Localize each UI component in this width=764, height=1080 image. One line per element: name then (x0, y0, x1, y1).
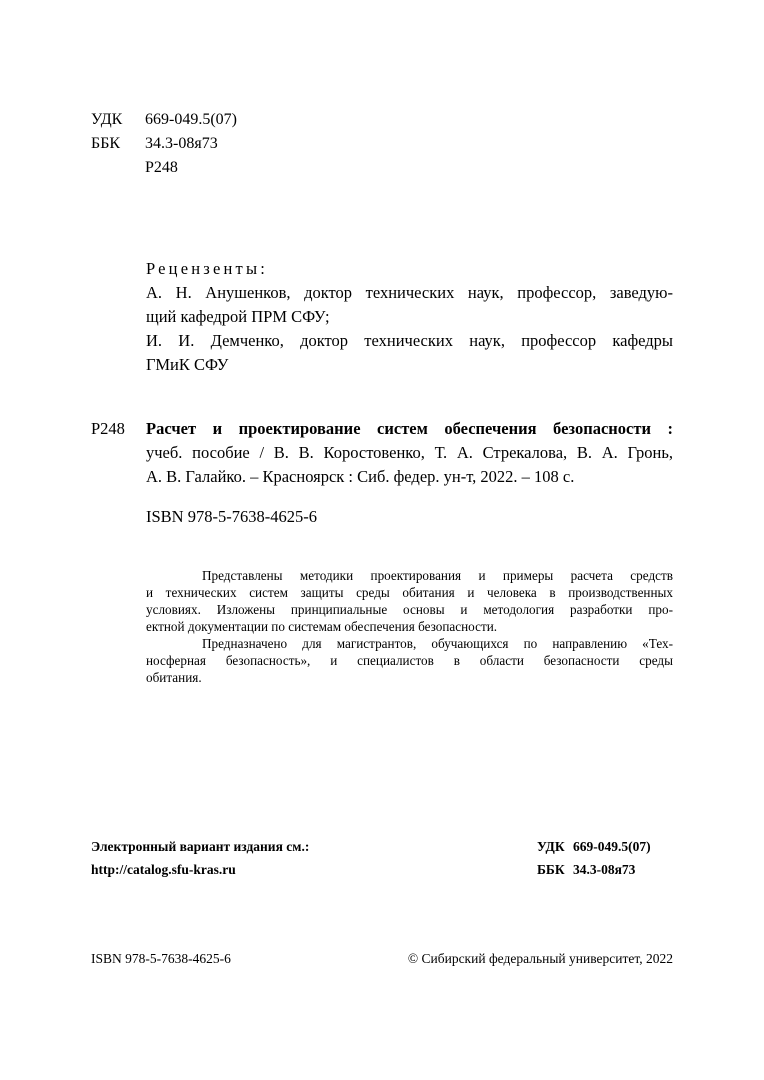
catalog-link[interactable]: http://catalog.sfu-kras.ru (91, 862, 236, 877)
annotation-line: и технических систем защиты среды обитания и человека в производственных (146, 585, 673, 600)
electronic-codes (537, 835, 651, 881)
bbk-label: ББК (537, 862, 565, 877)
author-sign: Р248 (145, 159, 178, 176)
annotation-line: ектной документации по системам обеспечения безопасности. (146, 619, 498, 634)
entry-title (146, 417, 673, 441)
footer-isbn: ISBN 978-5-7638-4625-6 (91, 951, 231, 966)
entry-isbn: ISBN 978-5-7638-4625-6 (146, 507, 317, 526)
electronic-version (91, 835, 309, 881)
annotation-line: Представлены методики проектирования и примеры расчета средств (202, 568, 673, 583)
bbk-value: 34.3-08я73 (145, 135, 218, 152)
udk-label: УДК (537, 839, 565, 854)
reviewer-line: ГМиК СФУ (146, 355, 229, 374)
entry-cipher: Р248 (91, 419, 125, 438)
reviewer-line: А. Н. Анушенков, доктор технических наук, профессор, заведую- (146, 283, 673, 302)
udk-row (91, 108, 237, 132)
bbk-label: ББК (91, 135, 121, 152)
bbk-row-bottom (537, 858, 651, 881)
udk-row-bottom (537, 835, 651, 858)
annotation-line: условиях. Изложены принципиальные основы и методология разработки про- (146, 602, 673, 617)
udk-value: 669-049.5(07) (573, 839, 651, 854)
udk-label: УДК (91, 111, 123, 128)
copyright: © Сибирский федеральный университет, 2022 (407, 951, 673, 966)
udk-value: 669-049.5(07) (145, 111, 237, 128)
catalog-entry (146, 417, 673, 489)
bbk-row (91, 132, 237, 156)
reviewer-line: щий кафедрой ПРМ СФУ; (146, 307, 330, 326)
annotation-line: Предназначено для магистрантов, обучающихся по направлению «Тех- (202, 636, 673, 651)
classification-codes (91, 108, 237, 180)
entry-line: А. В. Галайко. – Красноярск : Сиб. федер. ун-т, 2022. – 108 с. (146, 467, 575, 486)
bbk-value: 34.3-08я73 (573, 862, 636, 877)
author-sign-row (91, 156, 237, 180)
reviewer-line: И. И. Демченко, доктор технических наук, профессор кафедры (146, 331, 673, 350)
annotation (146, 567, 673, 686)
entry-line: учеб. пособие / В. В. Коростовенко, Т. А. Стрекалова, В. А. Гронь, (146, 443, 673, 462)
reviewers-title: Рецензенты: (146, 259, 269, 278)
reviewers-block (146, 257, 673, 377)
annotation-line: носферная безопасность», и специалистов в области безопасности среды (146, 653, 673, 668)
annotation-line: обитания. (146, 670, 202, 685)
entry-title-text: Расчет и проектирование систем обеспечения безопасности : (146, 419, 673, 438)
electronic-caption: Электронный вариант издания см.: (91, 839, 310, 854)
